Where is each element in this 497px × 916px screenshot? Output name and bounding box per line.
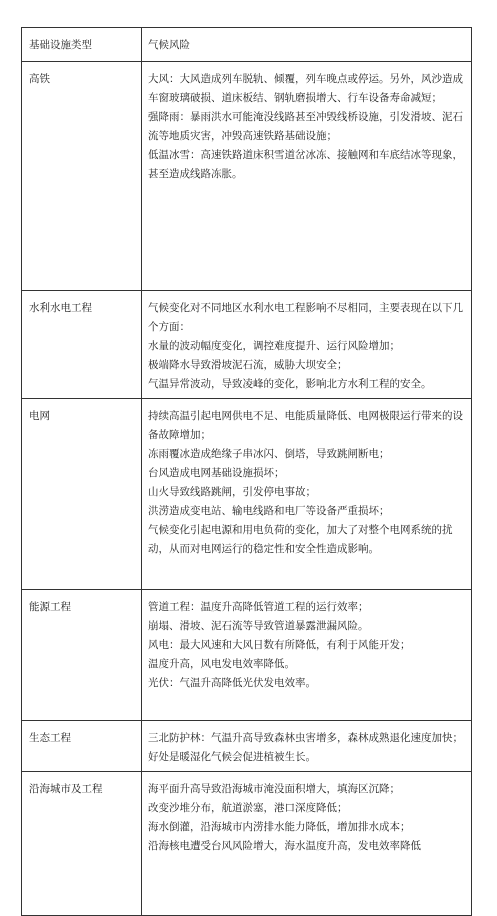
table-row (22, 721, 472, 772)
risk-paragraph: 温度升高，风电发电效率降低。 (148, 658, 295, 670)
risk-paragraph: 大风：大风造成列车脱轨、倾覆，列车晚点或停运。另外，风沙造成车窗玻璃破损、道床板结、钢轨磨损增大、行车设备寿命减短； (148, 73, 463, 104)
climate-risk-cell (142, 590, 472, 721)
table-row (22, 590, 472, 721)
table-header-row (22, 28, 472, 62)
risk-paragraph: 光伏：气温升高降低光伏发电效率。 (148, 677, 316, 689)
risk-paragraph: 台风造成电网基础设施损坏； (148, 467, 285, 479)
risk-paragraph: 洪涝造成变电站、输电线路和电厂等设备严重损坏； (148, 505, 390, 517)
risk-paragraph: 低温冰雪：高速铁路道床积雪道岔冰冻、接触网和车底结冰等现象，甚至造成线路冻胀。 (148, 149, 463, 180)
risk-paragraph: 持续高温引起电网供电不足、电能质量降低、电网极限运行带来的设备故障增加； (148, 410, 463, 441)
risk-paragraph: 水量的波动幅度变化，调控难度提升、运行风险增加； (148, 340, 400, 352)
risk-paragraph: 海平面升高导致沿海城市淹没面积增大，填海区沉降； (148, 783, 400, 795)
risk-paragraph: 三北防护林：气温升高导致森林虫害增多，森林成熟退化速度加快；好处是暖湿化气候会促进植被生长。 (148, 732, 463, 763)
risk-paragraph: 改变沙堆分布，航道淤塞，港口深度降低； (148, 802, 348, 814)
infrastructure-type-cell: 生态工程 (22, 721, 142, 772)
risk-paragraph: 冻雨覆冰造成绝缘子串冰闪、倒塔，导致跳闸断电； (148, 448, 390, 460)
table-row (22, 399, 472, 590)
risk-paragraph: 管道工程：温度升高降低管道工程的运行效率； (148, 601, 369, 613)
infrastructure-type-cell: 水利水电工程 (22, 291, 142, 399)
climate-risk-cell (142, 772, 472, 916)
infrastructure-type-cell: 高铁 (22, 62, 142, 291)
risk-paragraph: 强降雨：暴雨洪水可能淹没线路甚至冲毁线桥设施，引发滑坡、泥石流等地质灾害，冲毁高速铁路基础设施； (148, 111, 463, 142)
risk-paragraph: 气温异常波动，导致凌峰的变化，影响北方水利工程的安全。 (148, 378, 432, 390)
risk-paragraph: 风电：最大风速和大风日数有所降低，有利于风能开发； (148, 639, 411, 651)
climate-risk-table (21, 27, 472, 916)
climate-risk-cell (142, 399, 472, 590)
table-body (22, 28, 472, 916)
risk-paragraph: 极端降水导致滑坡泥石流，威胁大坝安全； (148, 359, 348, 371)
risk-paragraph: 气候变化对不同地区水利水电工程影响不尽相同，主要表现在以下几个方面： (148, 302, 463, 333)
header-infrastructure-type: 基础设施类型 (22, 28, 142, 62)
climate-risk-cell (142, 291, 472, 399)
risk-paragraph: 山火导致线路跳闸，引发停电事故； (148, 486, 316, 498)
header-climate-risk: 气候风险 (142, 28, 472, 62)
risk-paragraph: 沿海核电遭受台风风险增大，海水温度升高，发电效率降低 (148, 840, 421, 852)
climate-risk-cell (142, 721, 472, 772)
risk-paragraph: 海水倒灌，沿海城市内涝排水能力降低，增加排水成本； (148, 821, 411, 833)
infrastructure-type-cell: 能源工程 (22, 590, 142, 721)
table-row (22, 772, 472, 916)
climate-risk-cell (142, 62, 472, 291)
table-row (22, 291, 472, 399)
infrastructure-type-cell: 电网 (22, 399, 142, 590)
table-row (22, 62, 472, 291)
risk-paragraph: 崩塌、滑坡、泥石流等导致管道暴露泄漏风险。 (148, 620, 369, 632)
risk-paragraph: 气候变化引起电源和用电负荷的变化，加大了对整个电网系统的扰动，从而对电网运行的稳定性和安全性造成影响。 (148, 524, 453, 555)
infrastructure-type-cell: 沿海城市及工程 (22, 772, 142, 916)
